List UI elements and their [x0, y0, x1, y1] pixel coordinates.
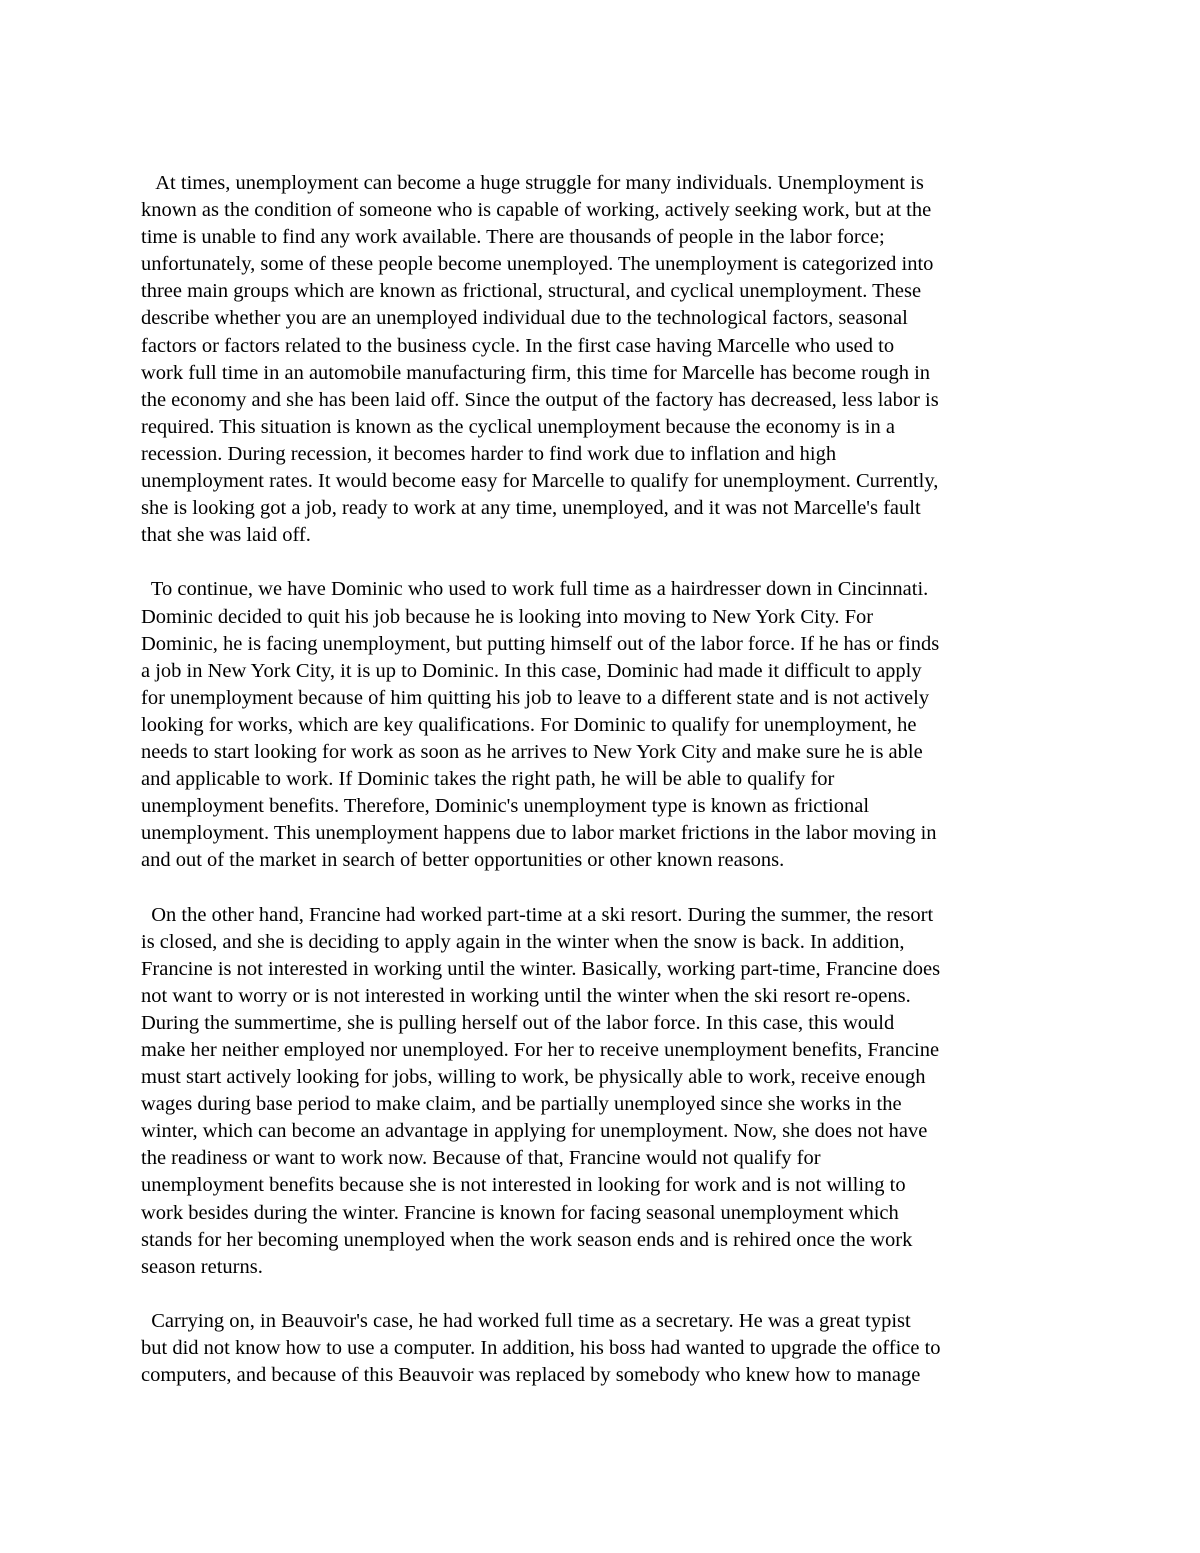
text-line: unemployment. This unemployment happens due to labor market frictions in the labor moving in: [141, 822, 937, 845]
text-line: looking for works, which are key qualifications. For Dominic to qualify for unemployment, he: [141, 713, 917, 736]
text-line: On the other hand, Francine had worked part-time at a ski resort. During the summer, the resort: [141, 903, 934, 926]
text-line: she is looking got a job, ready to work at any time, unemployed, and it was not Marcelle's fault: [141, 497, 921, 520]
text-line: At times, unemployment can become a huge struggle for many individuals. Unemployment is: [141, 172, 924, 194]
text-line: winter, which can become an advantage in applying for unemployment. Now, she does not have: [141, 1120, 928, 1143]
text-line: To continue, we have Dominic who used to work full time as a hairdresser down in Cincinnati.: [141, 578, 929, 601]
paragraph-3: [141, 902, 1066, 1281]
text-line: three main groups which are known as frictional, structural, and cyclical unemployment. These: [141, 280, 922, 303]
text-line: known as the condition of someone who is capable of working, actively seeking work, but at the: [141, 199, 932, 222]
text-line: Carrying on, in Beauvoir's case, he had worked full time as a secretary. He was a great typist: [141, 1309, 911, 1332]
text-line: not want to worry or is not interested in working until the winter when the ski resort re-opens.: [141, 984, 911, 1007]
text-line: During the summertime, she is pulling herself out of the labor force. In this case, this would: [141, 1011, 895, 1034]
text-line: factors or factors related to the business cycle. In the first case having Marcelle who used to: [141, 334, 895, 357]
text-line: Dominic decided to quit his job because he is looking into moving to New York City. For: [141, 605, 874, 628]
text-line: computers, and because of this Beauvoir was replaced by somebody who knew how to manage: [141, 1364, 921, 1387]
text-line: unemployment rates. It would become easy for Marcelle to qualify for unemployment. Currently,: [141, 470, 939, 493]
text-line: for unemployment because of him quitting his job to leave to a different state and is not actively: [141, 686, 930, 709]
text-line: describe whether you are an unemployed individual due to the technological factors, seasonal: [141, 307, 908, 330]
text-line: wages during base period to make claim, and be partially unemployed since she works in the: [141, 1093, 902, 1116]
text-line: Francine is not interested in working until the winter. Basically, working part-time, Francine does: [141, 957, 941, 980]
text-line: the economy and she has been laid off. Since the output of the factory has decreased, less labor is: [141, 388, 939, 411]
paragraph-4: [141, 1308, 1066, 1389]
document-body: [141, 170, 1066, 1389]
paragraph-1: [141, 170, 1066, 549]
text-line: season returns.: [141, 1255, 263, 1278]
text-line: needs to start looking for work as soon as he arrives to New York City and make sure he is able: [141, 740, 923, 763]
text-line: Dominic, he is facing unemployment, but putting himself out of the labor force. If he has or finds: [141, 632, 940, 655]
text-line: stands for her becoming unemployed when the work season ends and is rehired once the work: [141, 1228, 913, 1251]
text-line: unemployment benefits. Therefore, Dominic's unemployment type is known as frictional: [141, 795, 870, 818]
text-line: unemployment benefits because she is not interested in looking for work and is not willing to: [141, 1174, 906, 1197]
text-line: and applicable to work. If Dominic takes the right path, he will be able to qualify for: [141, 768, 835, 791]
text-line: that she was laid off.: [141, 524, 311, 547]
text-line: work full time in an automobile manufacturing firm, this time for Marcelle has become rough in: [141, 361, 931, 384]
text-line: time is unable to find any work available. There are thousands of people in the labor force;: [141, 226, 885, 249]
text-line: must start actively looking for jobs, willing to work, be physically able to work, receive enough: [141, 1066, 926, 1089]
text-line: but did not know how to use a computer. In addition, his boss had wanted to upgrade the office to: [141, 1337, 941, 1360]
paragraph-2: [141, 576, 1066, 874]
text-line: recession. During recession, it becomes harder to find work due to inflation and high: [141, 442, 837, 465]
text-line: and out of the market in search of better opportunities or other known reasons.: [141, 849, 785, 872]
text-line: unfortunately, some of these people become unemployed. The unemployment is categorized into: [141, 253, 934, 276]
text-line: the readiness or want to work now. Because of that, Francine would not qualify for: [141, 1147, 821, 1170]
text-line: work besides during the winter. Francine is known for facing seasonal unemployment which: [141, 1201, 899, 1224]
text-line: a job in New York City, it is up to Dominic. In this case, Dominic had made it difficult to apply: [141, 659, 922, 682]
text-line: make her neither employed nor unemployed. For her to receive unemployment benefits, Francine: [141, 1039, 940, 1061]
text-line: is closed, and she is deciding to apply again in the winter when the snow is back. In addition,: [141, 930, 905, 953]
text-line: required. This situation is known as the cyclical unemployment because the economy is in a: [141, 415, 895, 438]
